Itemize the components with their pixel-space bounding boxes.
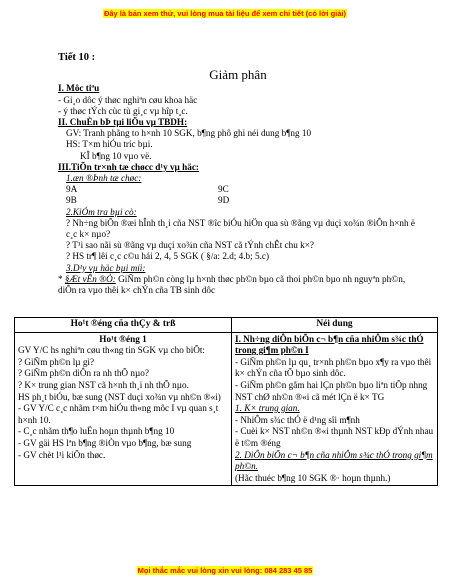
- activity-line: ? GiÑm ph©n diÔn ra nh thÕ nµo?: [18, 368, 149, 379]
- class-name: 9A: [66, 184, 78, 195]
- preparation-item: GV: Tranh phãng to h×nh 10 SGK, b¶ng phô ghi néi dung b¶ng 10: [66, 128, 312, 139]
- review-question: ? T¹i sao nãi sù ®ãng vµ duçi xo¾n cña NST cã tÝnh chÊt chu k×?: [66, 240, 314, 251]
- preparation-item: HS: T×m hiÓu tríc bµi.: [66, 139, 153, 150]
- section-objectives-heading: I. Môc tiªu: [58, 83, 100, 94]
- preparation-item: KÎ b¶ng 10 vµo vë.: [80, 150, 152, 161]
- content-subheading: 2. DiÔn biÕn c¬ b¶n cña nhiÔm s¾c thÓ trong gi¶m ph©n.: [235, 449, 433, 472]
- content-line: - GiÑm ph©n lµ qu¸ tr×nh ph©n bµo x¶y ra vµo thêi k× chÝn cña tÕ bµo sinh dôc.: [235, 356, 432, 379]
- activity-line: - GV Y/C c¸c nhãm t×m hiÓu th«ng môc I vµ quan s¸t h×nh 10.: [18, 403, 219, 425]
- review-subheading: 2.KiÓm tra bµi cò:: [66, 206, 137, 217]
- class-name: 9B: [66, 195, 77, 206]
- content-note: (Hãc thuéc b¶ng 10 SGK ®· hoµn thµnh.): [235, 472, 391, 483]
- organization-subheading: 1.æn ®Þnh tæ chøc:: [66, 173, 142, 184]
- activity-line: HS ph¸t biÓu, bæ sung (NST duçi xo¾n vµ nh©n ®«i): [18, 391, 221, 402]
- review-question: ? HS tr¶ lêi c¸c c©u hái 2, 4, 5 SGK ( §/a: 2.d; 4.b; 5.c): [66, 251, 270, 262]
- column-header-content: Néi dung: [232, 318, 438, 333]
- section-procedure-heading: III.TiÕn tr×nh tæ chøcc d¹y vµ häc:: [58, 161, 199, 172]
- preview-banner-top: Đây là bản xem thử, vui lòng mua tài liệu để xem chi tiết (có lời giải): [103, 9, 347, 18]
- content-line: - NhiÔm s¾c thÓ ë d¹ng sîi m¶nh: [235, 414, 360, 425]
- content-line: - GiÑm ph©n gåm hai lÇn ph©n bµo liªn tiÕp nhng NST chØ nh©n ®«i cã mét lÇn ë k× TG: [235, 379, 428, 402]
- activity-line: GV Y/C hs nghiªn cøu th«ng tin SGK vµ cho biÕt:: [18, 345, 205, 356]
- objective-item: - ý thøc tÝch cùc tù gi¸c vµ hîp t¸c.: [58, 105, 188, 116]
- lesson-number: Tiết 10 :: [58, 52, 96, 63]
- activity-line: ? GiÑm ph©n lµ gì?: [18, 356, 95, 367]
- intro-text: GiÑm ph©n còng lµ h×nh thøc ph©n bµo cã thoi ph©n bµo nh nguyªn ph©n, diÔn ra vµo thêi k× chÝn cña TB sinh dôc: [58, 273, 406, 296]
- content-cell: [232, 332, 438, 486]
- contact-banner-bottom: Mọi thắc mắc vui lòng xin vui lòng: 084 283 45 85: [137, 566, 313, 575]
- class-list-row: [58, 184, 418, 195]
- document-body: [58, 50, 418, 296]
- section-preparation-heading: II. ChuÈn bÞ tµi liÖu vµ TBDH:: [58, 117, 188, 128]
- content-subheading: 1. K× trung gian.: [235, 403, 300, 414]
- content-line: - Cuèi k× NST nh©n ®«i thµnh NST kÐp dÝnh nhau ë t©m ®éng: [235, 426, 434, 448]
- activity-line: - GV gäi HS lªn b¶ng ®iÒn vµo b¶ng, bæ sung: [18, 437, 192, 448]
- activities-cell: [15, 332, 232, 486]
- class-list-row: [58, 195, 418, 206]
- activity-line: - C¸c nhãm th¶o luËn hoµn thµnh b¶ng 10: [18, 426, 175, 437]
- page-title: Giảm phân: [209, 67, 267, 83]
- activity-table: [14, 317, 438, 486]
- review-question: ? Nh÷ng biÕn ®æi hÎnh th¸i cña NST ®îc biÓu hiÖn qua sù ®ãng vµ duçi xo¾n ®iÔn h×nh ë c¸c k× nµo?: [66, 217, 415, 240]
- activity-line: - GV chèt l¹i kiÕn thøc.: [18, 449, 106, 460]
- column-header-activities: Ho¹t ®éng cña thÇy & trß: [15, 318, 232, 333]
- content-heading: I. Nh÷ng diÔn biÕn c¬ b¶n cña nhiÔm s¾c thÓ trong gi¶m ph©n I: [235, 333, 424, 356]
- activity-line: ? K× trung gian NST cã h×nh th¸i nh thÕ nµo.: [18, 379, 189, 390]
- table-row: [15, 332, 438, 486]
- objective-item: - Gi¸o dôc ý thøc nghiªn cøu khoa häc: [58, 94, 198, 105]
- class-name: 9C: [218, 184, 229, 195]
- class-name: 9D: [218, 195, 230, 206]
- intro-label: §Æt vÊn ®Ò:: [64, 273, 116, 284]
- new-lesson-subheading: 3.D¹y vµ häc bµi míi:: [66, 262, 146, 273]
- table-header-row: [15, 318, 438, 333]
- activity-title: Ho¹t ®éng 1: [99, 333, 147, 344]
- intro-paragraph: * §Æt vÊn ®Ò: GiÑm ph©n còng lµ h×nh thøc ph©n bµo cã thoi ph©n bµo nh nguyªn ph©n, diÔn ra vµo thêi k× chÝn cña TB sinh dôc: [58, 273, 406, 296]
